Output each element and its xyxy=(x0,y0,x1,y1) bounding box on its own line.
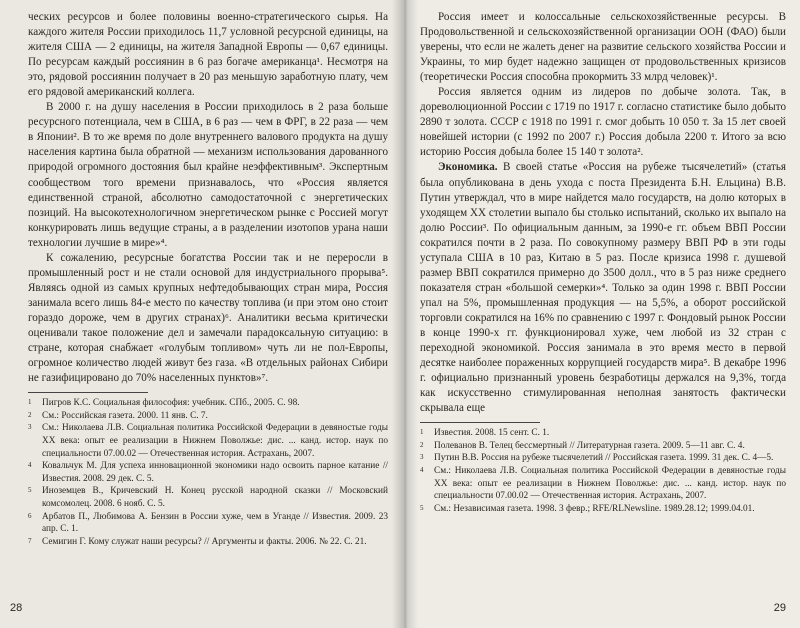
footnote-text: Известия. 2008. 15 сент. С. 1. xyxy=(434,428,550,439)
footnote xyxy=(28,422,388,460)
footnote-text: См.: Николаева Л.В. Социальная политика Российской Федерации в девяностые годы XX века: опыт ее реализации в Нижнем Поволжье: дис. ... канд. истор. наук по специальности 07.00.02 — Отечественная история. Астрахань, 2007. xyxy=(434,466,786,502)
footnote-text: Семигин Г. Кому служат наши ресурсы? // Аргументы и факты. 2006. № 22. С. 21. xyxy=(42,536,367,547)
footnote-number: 3 xyxy=(28,423,32,432)
footnote-number: 1 xyxy=(28,398,32,407)
footnote xyxy=(28,410,388,423)
left-footnote-rule xyxy=(28,392,148,393)
footnote xyxy=(420,440,786,453)
footnote xyxy=(420,427,786,440)
paragraph-lead: Экономика. xyxy=(438,161,498,174)
footnote xyxy=(28,460,388,485)
footnote xyxy=(420,465,786,503)
footnote-text: Ковальчук М. Для успеха инновационной экономики надо освоить парное катание // Известия. 2008. 29 дек. С. 5. xyxy=(42,461,388,484)
paragraph-text: В своей статье «Россия на рубеже тысячелетий» (статья была опубликована в день ухода с поста Президента Б.Н. Ельцина) В.В. Путин утверждал, что в мире найдется мало государств, на долю которых в уходящем XX столетии выпало бы столько испытаний, сколько их выпало на долю России³. По официальным данным, за 1990-е гг. объем ВВП России сократился почти в 2 раза. По совокупному размеру ВВП РФ в эти годы уступала США в 10 раз, Китаю в 5 раз. После кризиса 1998 г. душевой размер ВВП сократился примерно до 3500 долл., что в 5 раз ниже среднего показателя стран «большой семерки»⁴. Только за один 1998 г. ВВП России упал на 5%, промышленная продукция — на 5,5%, а оборот российской торговли сократился на 16% по сравнению с 1997 г. Фондовый рынок России в конце 1990-х гг. функционировал хуже, чем любой из 32 стран с переходной экономикой. Россия занимала в это время место в первой десятке наиболее пораженных коррупцией государств мира⁵. В декабре 1996 г. официально признанный уровень безработицы держался на 9,3%, тогда как искусственно стимулированная неполная занятость фактически скрывала еще xyxy=(420,161,786,415)
paragraph-text: К сожалению, ресурсные богатства России так и не переросли в промышленный рост и не стали основой для индустриального прорыва⁵. Являясь одной из самых крупных нефтедобывающих стран мира, Россия занимала всего лишь 84-е место по качеству топлива (и при этом оно стоит гораздо дороже, чем в других странах)⁶. Аналитики весьма критически оценивали такое положение дел и замечали парадоксальную ситуацию: в стране, которая снабжает «голубым топливом» чуть ли не пол-Европы, огромное количество людей живут без газа. «В отдельных районах Сибири не газифицировано до 70% населенных пунктов»⁷. xyxy=(28,251,388,385)
footnote-number: 4 xyxy=(420,466,424,475)
footnote xyxy=(420,452,786,465)
footnote xyxy=(420,503,786,516)
footnote-number: 1 xyxy=(420,428,424,437)
paragraph-text: Россия является одним из лидеров по добыче золота. Так, в дореволюционной России с 1719 по 1917 г. согласно статистике было добыто 2890 т золота. СССР с 1918 по 1991 г. смог добыть 10 050 т. За 15 лет своей новейшей истории (с 1992 по 2007 г.) Россия добыла 2200 т. Итого за всю историю Россия добыла более 15 140 т золота². xyxy=(420,86,786,159)
footnote-text: Пигров К.С. Социальная философия: учебник. СПб., 2005. С. 98. xyxy=(42,398,300,409)
paragraph xyxy=(28,10,388,100)
paragraph xyxy=(420,160,786,416)
footnote-text: См.: Независимая газета. 1998. 3 февр.; RFE/RLNewsline. 1989.28.12; 1999.04.01. xyxy=(434,503,755,514)
footnote-number: 2 xyxy=(420,440,424,449)
paragraph-text: Россия имеет и колоссальные сельскохозяйственные ресурсы. В Продовольственной и сельскохозяйственной организации ООН (ФАО) были уверены, что если не жалеть денег на развитие сельского хозяйства России и Украины, то мир будет надежно защищен от продовольственных кризисов (теоретически Россия способна прокормить 33 млрд человек)¹. xyxy=(420,11,786,84)
footnote-number: 7 xyxy=(28,536,32,545)
right-page xyxy=(404,0,800,628)
footnote-text: Иноземцев В., Кричевский Н. Конец русской народной сказки // Московский комсомолец. 2008. 6 нояб. С. 5. xyxy=(42,486,388,509)
footnote-text: Полеванов В. Телец бессмертный // Литературная газета. 2009. 5—11 авг. С. 4. xyxy=(434,440,745,451)
right-footnotes xyxy=(420,427,786,515)
footnote xyxy=(28,536,388,549)
footnote xyxy=(28,485,388,510)
footnote-number: 5 xyxy=(420,503,424,512)
paragraph xyxy=(28,100,388,250)
left-body-text xyxy=(28,10,388,386)
right-footnote-rule xyxy=(420,422,540,423)
page-number-left: 28 xyxy=(10,602,23,614)
footnote-number: 2 xyxy=(28,410,32,419)
footnote-number: 4 xyxy=(28,461,32,470)
footnote-number: 5 xyxy=(28,486,32,495)
footnote-number: 3 xyxy=(420,453,424,462)
paragraph xyxy=(28,251,388,386)
footnote-text: См.: Российская газета. 2000. 11 янв. С. 7. xyxy=(42,410,208,421)
paragraph-text: ческих ресурсов и более половины военно-стратегического сырья. На каждого жителя России приходилось 11,7 условной ресурсной единицы, на жителя США — 2 единицы, на жителя Западной Европы — 0,67 единицы. По ресурсам каждый россиянин в 6 раз богаче американца¹. Несмотря на это, рядовой россиянин получает в 20 раз меньшую заработную плату, чем его рядовой американский коллега. xyxy=(28,11,388,99)
footnote-text: Путин В.В. Россия на рубеже тысячелетий // Российская газета. 1999. 31 дек. С. 4—5. xyxy=(434,453,774,464)
footnote-text: Арбатов П., Любимова А. Бензин в России хуже, чем в Уганде // Известия. 2009. 23 апр. С. 1. xyxy=(42,511,388,535)
right-body-text xyxy=(420,10,786,416)
left-footnotes xyxy=(28,397,388,548)
footnote xyxy=(28,511,388,536)
footnote-number: 6 xyxy=(28,511,32,520)
footnote xyxy=(28,397,388,410)
paragraph xyxy=(420,85,786,160)
paragraph-text: В 2000 г. на душу населения в России приходилось в 2 раза больше ресурсного потенциала, чем в США, в 6 раз — чем в ФРГ, в 22 раза — чем в Японии². В то же время по доле внутреннего валового продукта на душу населения картина была обратной — механизм использования дарованного природой огромного достояния был крайне неэффективным³. Экспертным сообществом того времени признавалось, что «Россия является единственной страной, абсолютно самодостаточной с энергетических позиций. На высокотехнологичном энергетическом рынке с Россией могут конкурировать лишь ведущие страны, а в разделении изотопов урана наши технологии лучшие в мире»⁴. xyxy=(28,101,388,249)
footnote-text: См.: Николаева Л.В. Социальная политика Российской Федерации в девяностые годы XX века: опыт ее реализации в Нижнем Поволжье: дис. ... канд. истор. наук по специальности 07.00.02 — Отечественная история. Астрахань, 2007. xyxy=(42,423,388,459)
paragraph xyxy=(420,10,786,85)
page-number-right: 29 xyxy=(773,602,786,614)
